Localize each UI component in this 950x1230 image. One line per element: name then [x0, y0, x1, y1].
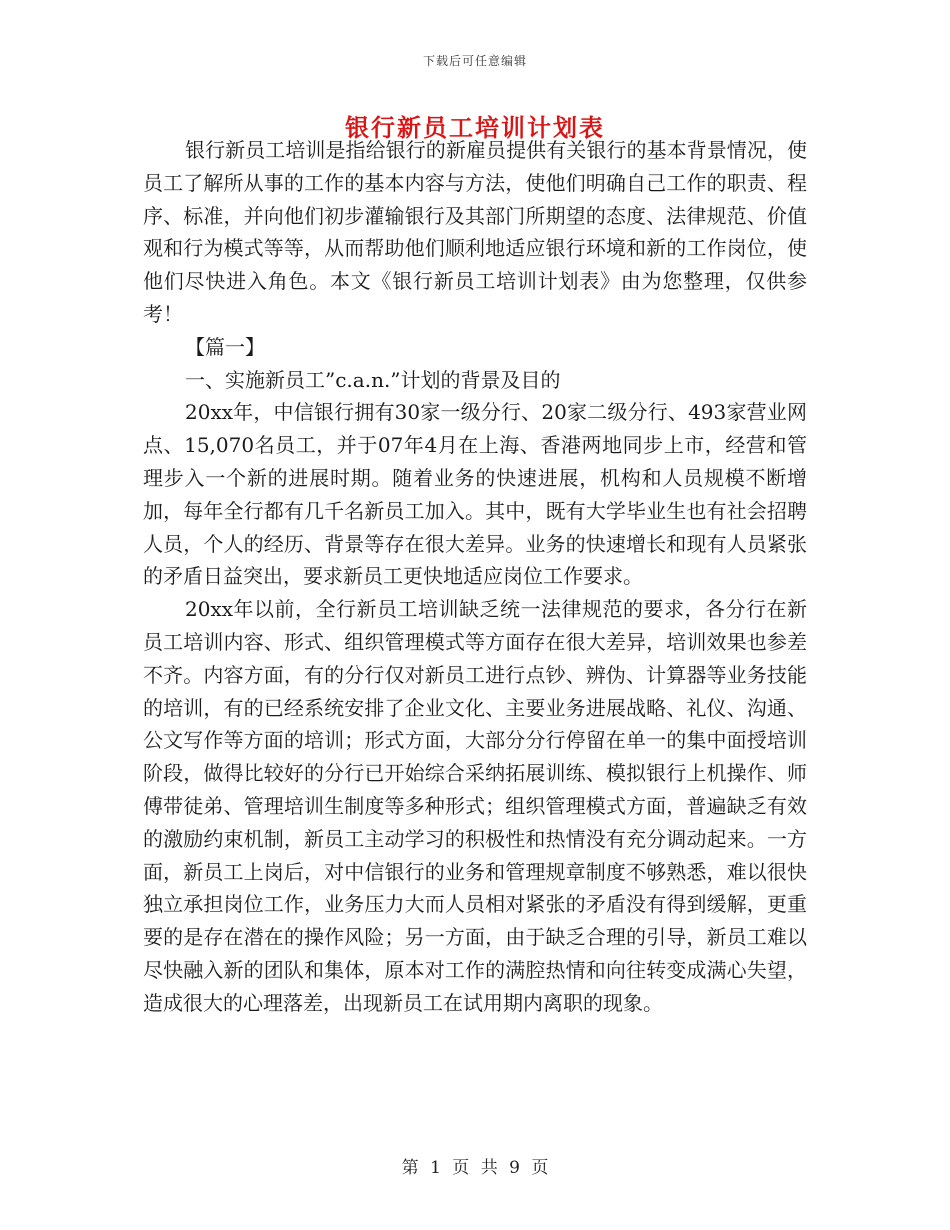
document-title: 银行新员工培训计划表 [345, 113, 605, 142]
subsection-heading: 一、实施新员工”c.a.n.”计划的背景及目的 [185, 367, 561, 392]
document-body [143, 134, 807, 1020]
page-number: 第 1 页 共 9 页 [401, 1158, 549, 1178]
body-paragraph: 20xx年以前，全行新员工培训缺乏统一法律规范的要求，各分行在新员工培训内容、形式、组织管理模式等方面存在很大差异，培训效果也参差不齐。内容方面，有的分行仅对新员工进行点钞、辨伪、计算器等业务技能的培训，有的已经系统安排了企业文化、主要业务进展战略、礼仪、沟通、公文写作等方面的培训；形式方面，大部分分行停留在单一的集中面授培训阶段，做得比较好的分行已开始综合采纳拓展训练、模拟银行上机操作、师傅带徒弟、管理培训生制度等多种形式；组织管理模式方面，普遍缺乏有效的激励约束机制，新员工主动学习的积极性和热情没有充分调动起来。一方面，新员工上岗后，对中信银行的业务和管理规章制度不够熟悉，难以很快独立承担岗位工作，业务压力大而人员相对紧张的矛盾没有得到缓解，更重要的是存在潜在的操作风险；另一方面，由于缺乏合理的引导，新员工难以尽快融入新的团队和集体，原本对工作的满腔热情和向往转变成满心失望，造成很大的心理落差，出现新员工在试用期内离职的现象。 [143, 597, 807, 1015]
body-paragraph: 20xx年，中信银行拥有30家一级分行、20家二级分行、493家营业网点、15,070名员工，并于07年4月在上海、香港两地同步上市，经营和管理步入一个新的进展时期。随着业务的快速进展，机构和人员规模不断增加，每年全行都有几千名新员工加入。其中，既有大学毕业生也有社会招聘人员，个人的经历、背景等存在很大差异。业务的快速增长和现有人员紧张的矛盾日益突出，要求新员工更快地适应岗位工作要求。 [143, 400, 807, 589]
section-heading: 【篇一】 [185, 334, 265, 359]
intro-paragraph: 银行新员工培训是指给银行的新雇员提供有关银行的基本背景情况，使员工了解所从事的工作的基本内容与方法，使他们明确自己工作的职责、程序、标准，并向他们初步灌输银行及其部门所期望的态度、法律规范、价值观和行为模式等等，从而帮助他们顺利地适应银行环境和新的工作岗位，使他们尽快进入角色。本文《银行新员工培训计划表》由为您整理，仅供参考！ [143, 138, 807, 326]
header-note: 下载后可任意编辑 [422, 54, 527, 68]
